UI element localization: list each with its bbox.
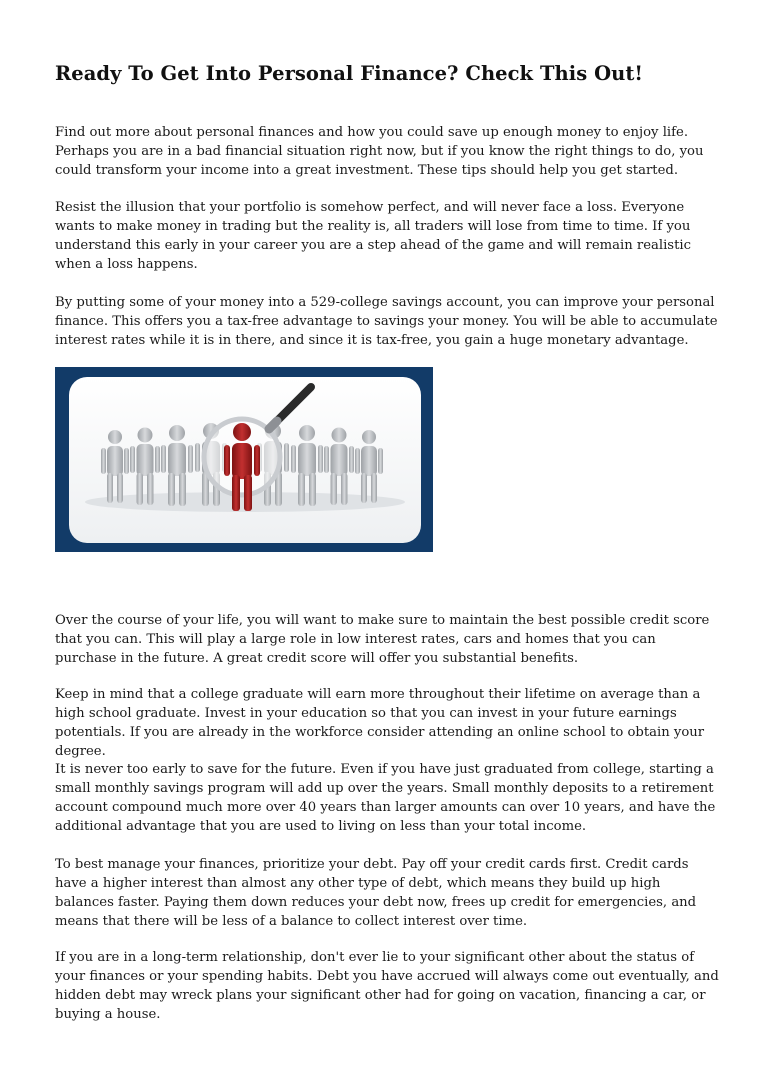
paragraph-5: Keep in mind that a college graduate will earn more throughout their lifetime on average than a high school graduate. Invest in your education so that you can invest in your future earnings potentials. If you are already in the workforce consider attending an online school to obtain your degree. — [55, 687, 705, 759]
paragraph-3: By putting some of your money into a 529-college savings account, you can improve your personal finance. This offers you a tax-free advantage to savings your money. You will be able to accumulate interest rates while it is in there, and since it is tax-free, you gain a huge monetary advantage. — [55, 295, 718, 348]
paragraph-6: It is never too early to save for the future. Even if you have just graduated from college, starting a small monthly savings program will add up over the years. Small monthly deposits to a retirement account compound much more over 40 years than larger amounts can over 10 years, and have the additional advantage that you are used to living on less than your total income. — [55, 762, 716, 834]
paragraph-7: To best manage your finances, prioritize your debt. Pay off your credit cards first. Credit cards have a higher interest than almost any other type of debt, which means they build up high balances faster. Paying them down reduces your debt now, frees up credit for emergencies, and means that there will be less of a balance to collect interest over time. — [55, 857, 697, 929]
paragraph-4: Over the course of your life, you will want to make sure to maintain the best possible credit score that you can. This will play a large role in low interest rates, cars and homes that you can purchase in the future. A great credit score will offer you substantial benefits. — [55, 613, 710, 666]
magnifier-person-icon — [55, 367, 433, 552]
paragraph-8: If you are in a long-term relationship, don't ever lie to your significant other about the status of your finances or your spending habits. Debt you have accrued will always come out eventually, and hidden debt may wreck plans your significant other had for going on vacation, financing a car, or buying a house. — [55, 950, 719, 1022]
paragraph-1: Find out more about personal finances and how you could save up enough money to enjoy life. Perhaps you are in a bad financial situation right now, but if you know the right things to do, you could transform your income into a great investment. These tips should help you get started. — [55, 125, 704, 178]
page-title: Ready To Get Into Personal Finance? Check This Out! — [55, 62, 643, 85]
crowd-magnifier-image — [55, 367, 433, 552]
paragraph-2: Resist the illusion that your portfolio is somehow perfect, and will never face a loss. Everyone wants to make money in trading but the reality is, all traders will lose from time to time. If you understand this early in your career you are a step ahead of the game and will remain realistic when a loss happens. — [55, 200, 691, 272]
